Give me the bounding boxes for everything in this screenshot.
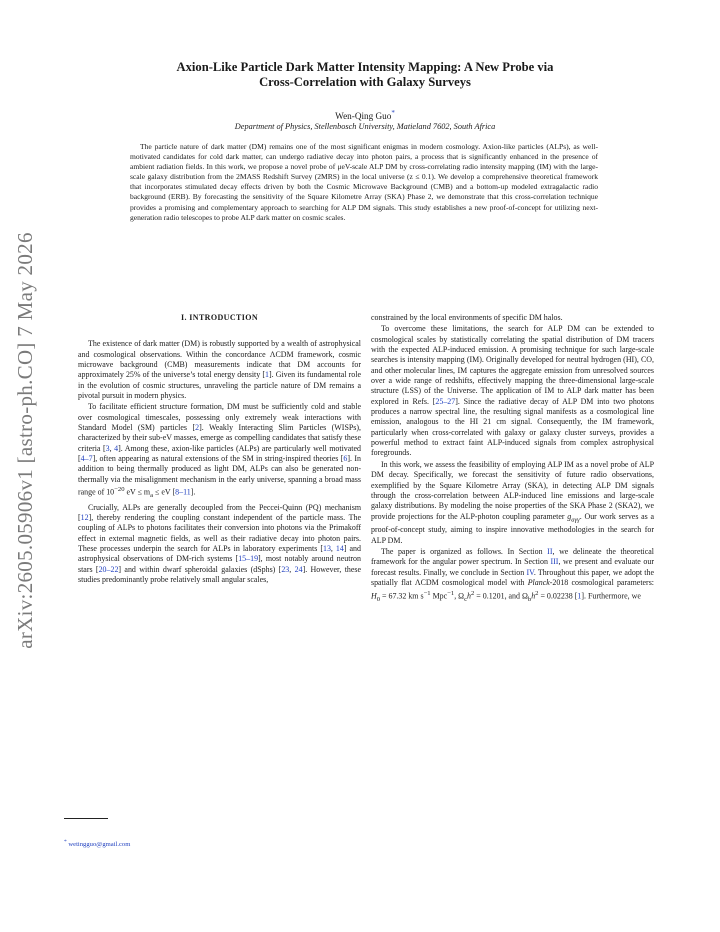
citation-link[interactable]: 1 — [577, 591, 582, 601]
footnote-divider — [64, 818, 108, 819]
citation-link[interactable]: 13 — [322, 544, 331, 554]
author-footnote-mark[interactable]: * — [391, 109, 395, 117]
footnote — [64, 839, 130, 848]
paragraph: Crucially, ALPs are generally decoupled from the Peccei-Quinn (PQ) mechanism [12], thereby rendering the coupling constant independent of the particle mass. The coupling of ALPs to photons facilitates their conversion into photons via the Primakoff effect in external magnetic fields, as well as their radiative decay into photon pairs. These processes underpin the search for ALPs in laboratory experiments [13, 14] and astrophysical observations of DM-rich systems [15–19], most notably around neutron stars [20–22] and within dwarf spheroidal galaxies (dSphs) [23, 24]. However, these studies predominantly probe relatively small angular scales, — [78, 502, 361, 585]
citation-link[interactable]: 14 — [335, 544, 344, 554]
paragraph: constrained by the local environments of specific DM halos. — [371, 313, 563, 322]
paper-title — [100, 60, 630, 90]
citation-link[interactable]: 25–27 — [435, 396, 456, 406]
author-line — [100, 109, 630, 121]
citation-link[interactable]: 24 — [294, 564, 303, 574]
title-line-2: Cross-Correlation with Galaxy Surveys — [259, 75, 471, 89]
section-link[interactable]: III — [550, 557, 559, 567]
affiliation: Department of Physics, Stellenbosch University, Matieland 7602, South Africa — [234, 122, 496, 131]
title-line-1: Axion-Like Particle Dark Matter Intensity Mapping: A New Probe via — [176, 60, 554, 74]
abstract: The particle nature of dark matter (DM) remains one of the most significant enigmas in modern cosmology. Axion-like particles (ALPs), as well-motivated candidates for cold dark matter, can undergo radiative decay into photon pairs, a process that is significantly enhanced in the presence of ambient radiation fields. In this work, we propose a novel probe of μeV-scale ALP DM by cross-correlating radio intensity mapping (IM) with the large-scale galaxy distribution from the 2MASS Redshift Survey (2MRS) in the local universe (z ≤ 0.1). We develop a comprehensive theoretical framework that incorporates stimulated decay effects driven by both the Cosmic Microwave Background (CMB) and a bottom-up modeled extragalactic radio background (ERB). By forecasting the sensitivity of the Square Kilometre Array (SKA) Phase 2, we demonstrate that this cross-correlation technique provides a promising and complementary approach to searching for ALP DM signals. This study establishes a new proof-of-concept for utilizing next-generation radio telescopes to probe ALP dark matter on cosmic scales. — [130, 142, 598, 222]
paragraph: In this work, we assess the feasibility of employing ALP IM as a novel probe of ALP DM decay. Specifically, we forecast the sensitivity of future radio observations, exemplified by the Square Kilometre Array (SKA), in detecting ALP DM signals through the cross-correlation between ALP-induced line emissions and large-scale galaxy distributions. By modeling the noise properties of the SKA Phase 2 (SKA2), we provide projections for the ALP-photon coupling parameter $g_{a\gamma\gamma}$. Our work serves as a proof-of-concept study, aiming to inspire innovative methodologies in the search for ALP DM. — [371, 459, 654, 545]
citation-link[interactable]: 6 — [343, 454, 348, 464]
paragraph: To overcome these limitations, the search for ALP DM can be extended to cosmological scales by statistically correlating the spatial distribution of DM tracers with the expected ALP-induced emission. A promising technique for such large-scale searches is intensity mapping (IM). Originally developed for neutral hydrogen (HI), CO, and other molecular lines, IM captures the aggregate emission from unresolved sources over a wide range of redshifts, effectively mapping the three-dimensional large-scale structure (LSS) of the Universe. The application of IM to ALP dark matter has been explored in Refs. [25–27]. Since the radiative decay of ALP DM into two photons produces a narrow spectral line, the resulting signal manifests as a cosmological line emission, analogous to the HI 21 cm signal. Consequently, the IM framework, particularly when cross-correlated with galaxy or galaxy cluster surveys, provides a powerful method to extract faint ALP-induced signals from complex astrophysical foregrounds. — [371, 324, 654, 458]
paragraph: To facilitate efficient structure formation, DM must be sufficiently cold and stable over cosmological timescales, possessing only extremely weak interactions with Standard Model (SM) particles [2]. Weakly Interacting Slim Particles (WISPs), characterized by their sub-eV masses, emerge as compelling candidates that satisfy these criteria [3, 4]. Among these, axion-like particles (ALPs) are particularly well motivated [4–7], often appearing as natural extensions of the SM in string-inspired theories [6]. In addition to being thermally produced as light DM, ALPs can also be generated non-thermally via the misalignment mechanism in the early universe, spanning a broad mass range of $10^{-20}$ eV ≤ $m_a$ ≤ eV [8–11]. — [78, 402, 362, 500]
citation-link[interactable]: 4 — [114, 443, 119, 453]
section-link[interactable]: II — [547, 547, 553, 557]
author-name: Wen-Qing Guo — [335, 111, 392, 122]
citation-link[interactable]: 12 — [80, 513, 89, 523]
arxiv-stamp-text: arXiv:2605.05906v1 [astro-ph.CO] 7 May 2026 — [12, 231, 37, 649]
arxiv-identifier-stamp — [4, 200, 46, 680]
paragraph: The paper is organized as follows. In Section II, we delineate the theoretical framework for the angular power spectrum. In Section III, we present and evaluate our forecast results. Finally, we conclude in Section IV. Throughout this paper, we adopt the spatially flat ΛCDM cosmological model with Planck-2018 cosmological parameters: $H_0 = 67.32$ km $s^{-1}$ Mpc$^{-1}$, $\Omega_ch^2 = 0.1201$, and $\Omega_bh^2 = 0.02238$ [1]. Furthermore, we — [371, 547, 655, 603]
citation-link[interactable]: 8–11 — [175, 487, 191, 497]
citation-link[interactable]: 2 — [195, 423, 200, 433]
section-heading-introduction: I. INTRODUCTION — [180, 313, 259, 322]
right-column — [371, 313, 654, 606]
citation-link[interactable]: 1 — [265, 370, 269, 380]
footnote-mark: * — [64, 839, 67, 845]
citation-link[interactable]: 3 — [105, 443, 110, 453]
left-column — [78, 313, 361, 586]
author-email-link[interactable]: wetingguo@gmail.com — [68, 841, 131, 849]
paragraph: The existence of dark matter (DM) is robustly supported by a wealth of astrophysical and cosmological observations. Within the concordance ΛCDM framework, cosmic microwave background (CMB) measurements indicate that DM accounts for approximately 25% of the universe’s total energy density [1]. Given its fundamental role in the evolution of cosmic structures, unraveling the particle nature of DM remains a pivotal pursuit in modern physics. — [78, 339, 361, 401]
citation-link[interactable]: 23 — [281, 564, 290, 574]
citation-link[interactable]: 4–7 — [80, 454, 93, 464]
citation-link[interactable]: 15–19 — [238, 554, 259, 564]
section-link[interactable]: IV — [526, 567, 534, 577]
citation-link[interactable]: 20–22 — [98, 564, 119, 574]
